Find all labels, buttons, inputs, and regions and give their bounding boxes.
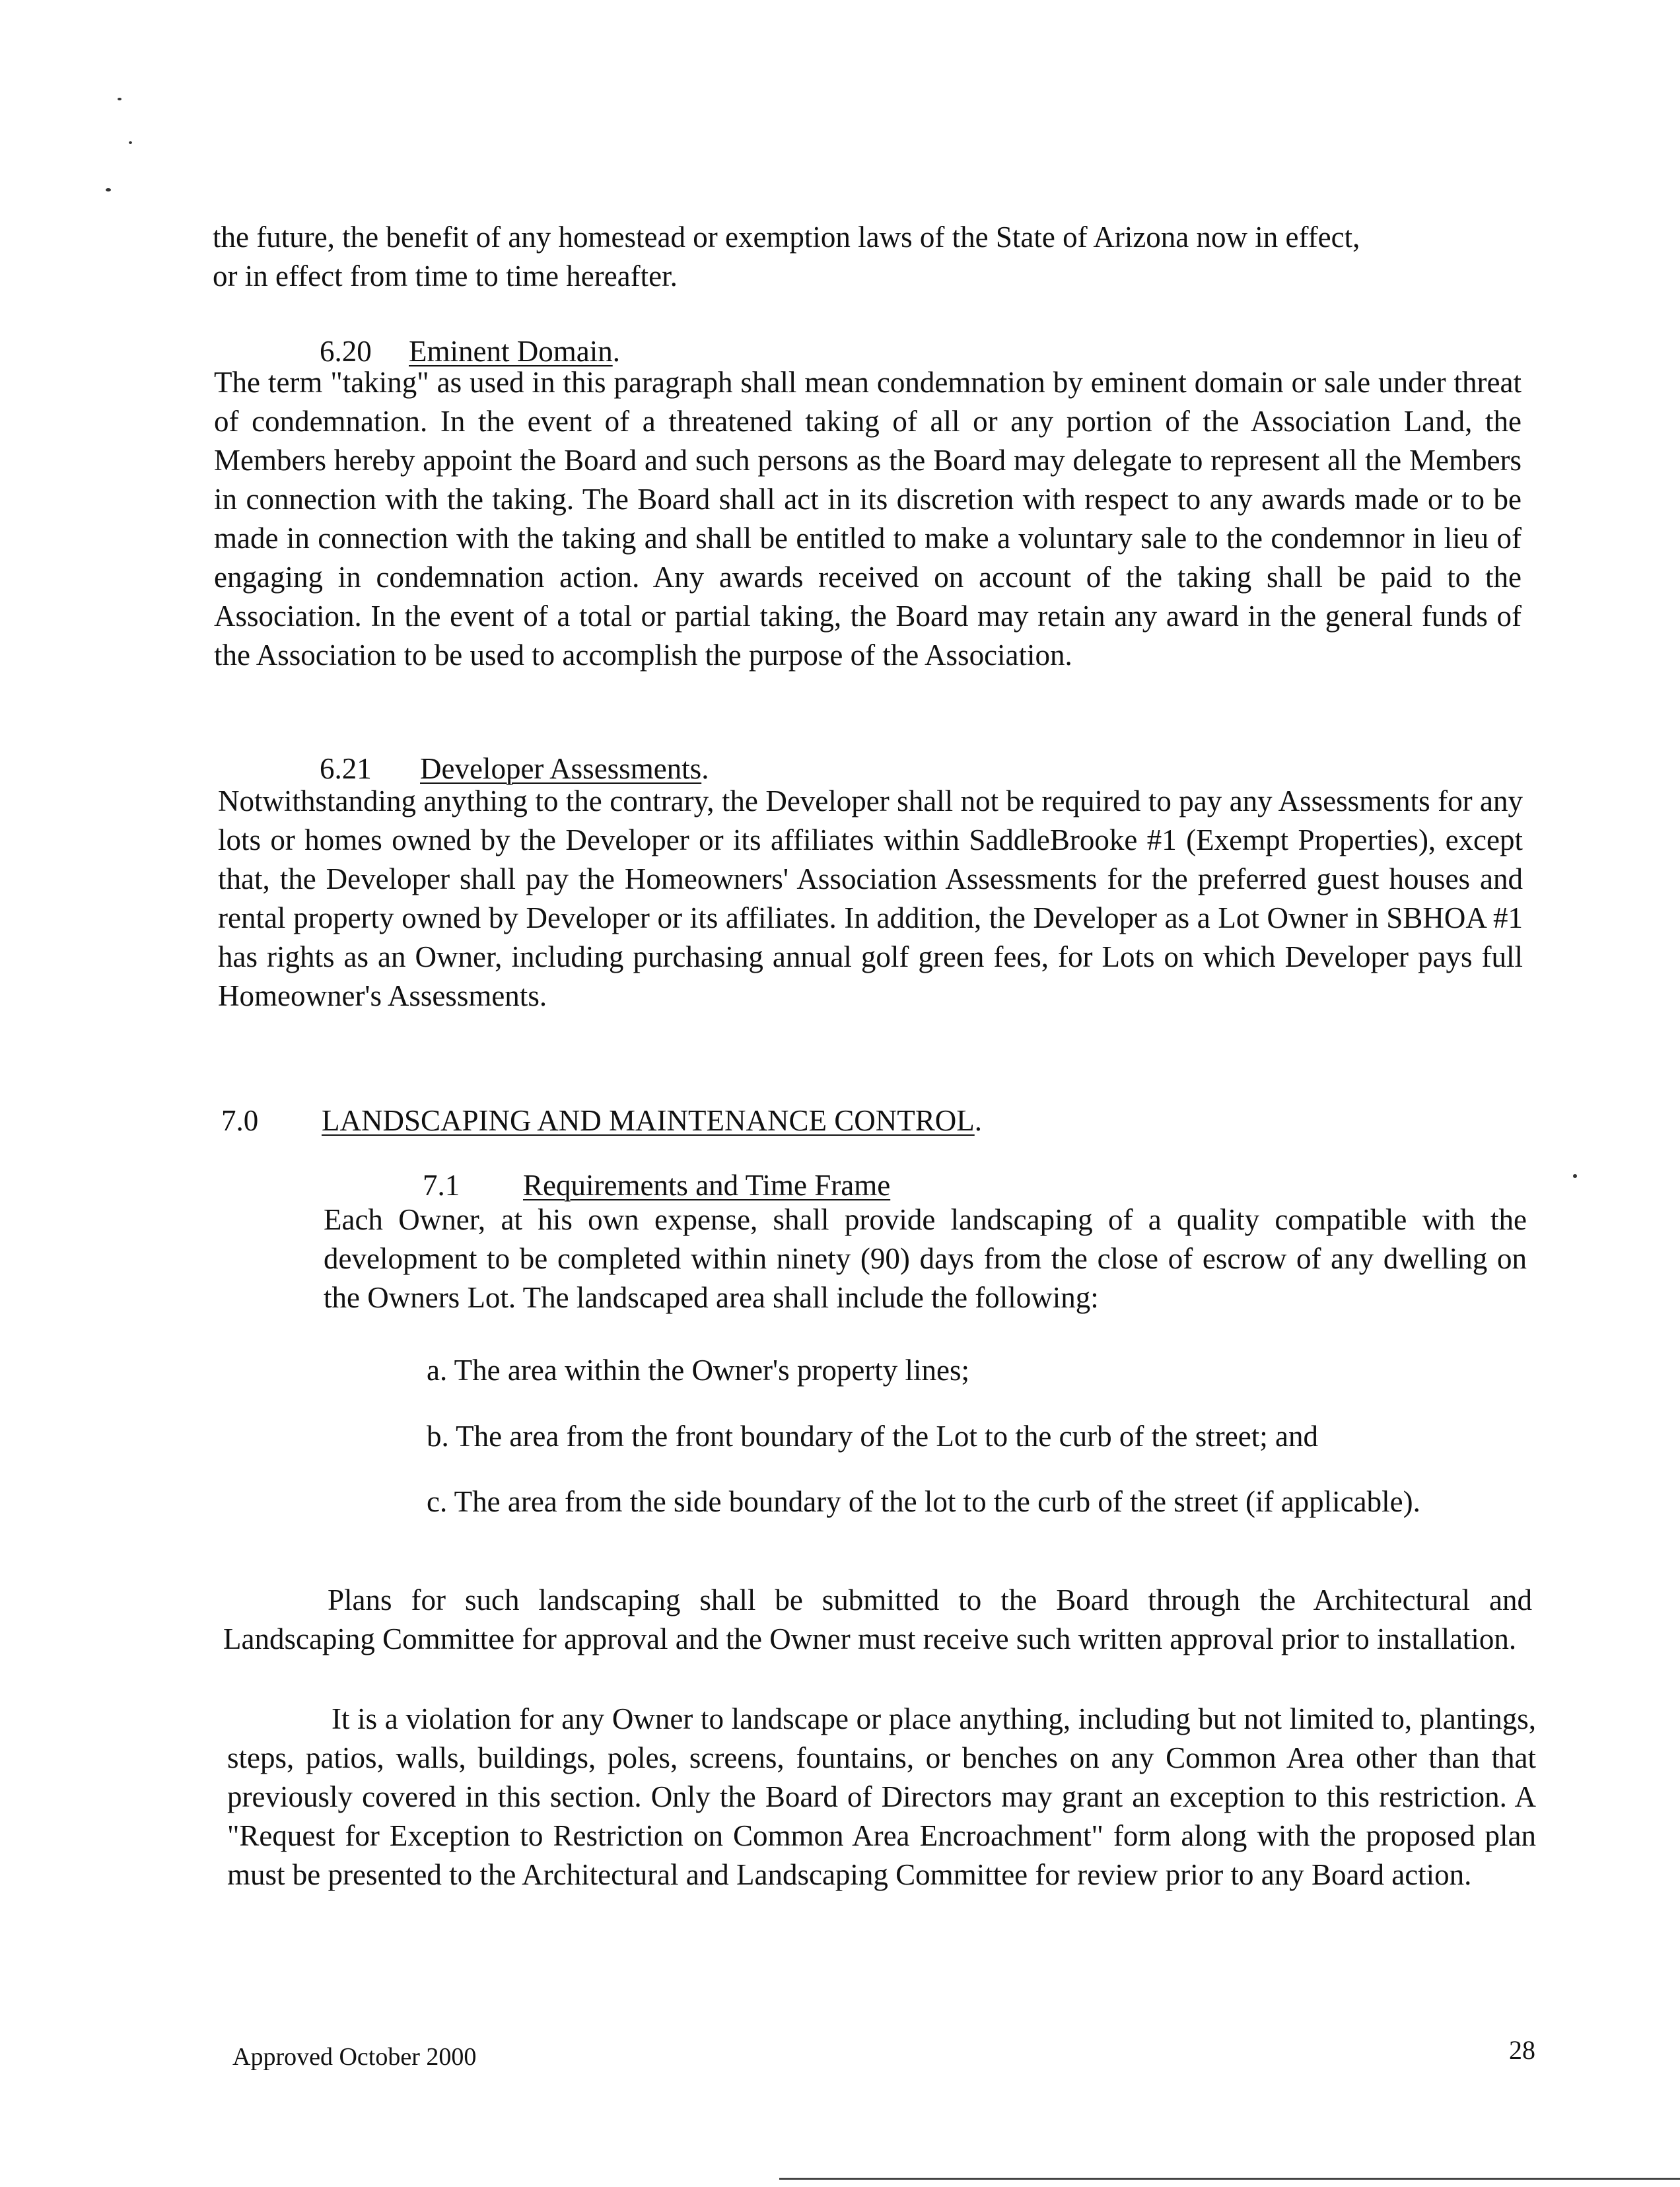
- intro-line-2: or in effect from time to time hereafter.: [213, 260, 678, 293]
- section-title-suffix: .: [701, 752, 709, 785]
- section-title: Requirements and Time Frame: [523, 1169, 891, 1202]
- plans-paragraph: Plans for such landscaping shall be submitted to the Board through the Architectural and Landscaping Committee for approval and the Owner must receive such written approval prior to installation.: [223, 1583, 1532, 1655]
- section-6-20-body: The term "taking" as used in this paragraph shall mean condemnation by eminent domain or sale under threat of condemnation. In the event of a threatened taking of all or any portion of the Association Land, the Members hereby appoint the Board and such persons as the Board may delegate to represent all the Members in connection with the taking. The Board shall act in its discretion with respect to any awards made or to be made in connection with the taking and shall be entitled to make a voluntary sale to the condemnor in lieu of engaging in condemnation action. Any awards received on account of the taking shall be paid to the Association. In the event of a total or partial taking, the Board may retain any award in the general funds of the Association to be used to accomplish the purpose of the Association.: [214, 366, 1522, 672]
- section-title-suffix: .: [612, 335, 620, 368]
- list-item-b: b. The area from the front boundary of the Lot to the curb of the street; and: [427, 1420, 1318, 1453]
- scan-speck: [129, 141, 132, 144]
- scan-speck: [106, 188, 111, 191]
- section-title: LANDSCAPING AND MAINTENANCE CONTROL: [322, 1104, 975, 1137]
- section-title-suffix: .: [974, 1104, 982, 1137]
- section-number: 6.20: [320, 335, 372, 368]
- section-number: 7.1: [423, 1169, 460, 1202]
- section-7-1-body: Each Owner, at his own expense, shall provide landscaping of a quality compatible with the development to be completed within ninety (90) days from the close of escrow of any dwelling on the Owners Lot. The landscaped area shall include the following:: [324, 1203, 1527, 1314]
- section-number: 7.0: [221, 1104, 259, 1137]
- section-title: Eminent Domain: [409, 335, 613, 368]
- footer-rule: [779, 2178, 1680, 2180]
- section-title: Developer Assessments: [420, 752, 702, 785]
- section-number: 6.21: [320, 752, 372, 785]
- list-item-a: a. The area within the Owner's property lines;: [427, 1354, 970, 1387]
- intro-line-1: the future, the benefit of any homestead or exemption laws of the State of Arizona now in effect,: [213, 221, 1360, 254]
- footer-approved-date: Approved October 2000: [232, 2043, 477, 2071]
- list-item-c: c. The area from the side boundary of the lot to the curb of the street (if applicable).: [427, 1485, 1420, 1518]
- scan-speck: [1573, 1174, 1577, 1178]
- intro-paragraph: [213, 218, 1527, 296]
- section-6-21-body: Notwithstanding anything to the contrary, the Developer shall not be required to pay any Assessments for any lots or homes owned by the Developer or its affiliates within SaddleBrooke #1 (Exempt Properties), except that, the Developer shall pay the Homeowners' Association Assessments for the preferred guest houses and rental property owned by Developer or its affiliates. In addition, the Developer as a Lot Owner in SBHOA #1 has rights as an Owner, including purchasing annual golf green fees, for Lots on which Developer pays full Homeowner's Assessments.: [218, 784, 1523, 1012]
- section-7-0-heading: [221, 1101, 982, 1140]
- violation-paragraph: It is a violation for any Owner to landscape or place anything, including but not limited to, plantings, steps, patios, walls, buildings, poles, screens, fountains, or benches on any Common Area other than that previously covered in this section. Only the Board of Directors may grant an exception to this restriction. A "Request for Exception to Restriction on Common Area Encroachment" form along with the proposed plan must be presented to the Architectural and Landscaping Committee for review prior to any Board action.: [227, 1702, 1536, 1891]
- page-number: 28: [1509, 2035, 1535, 2065]
- scan-speck: [118, 98, 122, 100]
- section-7-1-heading: [423, 1166, 890, 1205]
